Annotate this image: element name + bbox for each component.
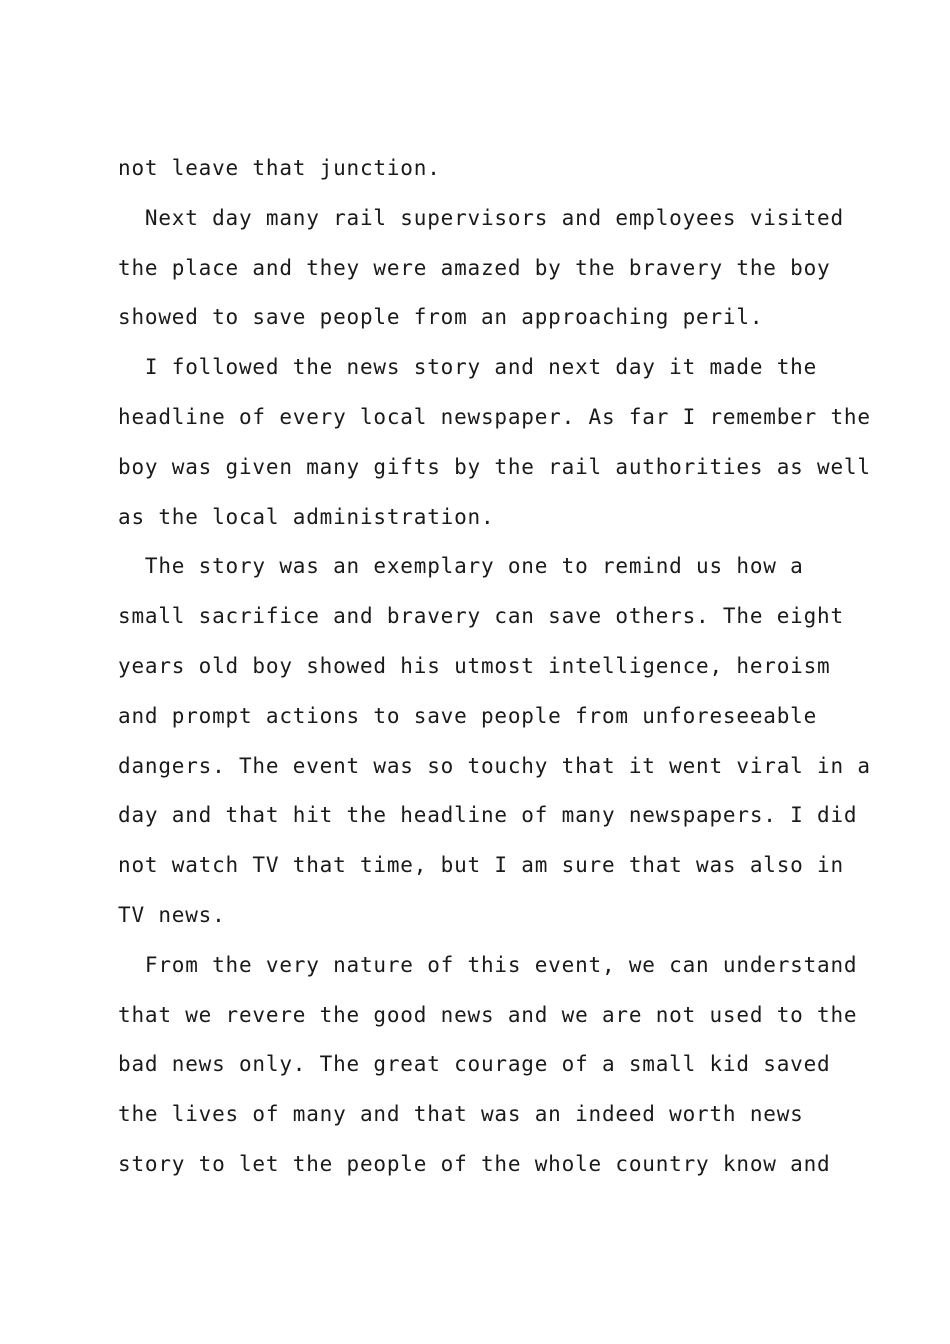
text-line: and prompt actions to save people from unforeseeable bbox=[118, 703, 818, 728]
text-line: the place and they were amazed by the bravery the boy bbox=[118, 255, 831, 280]
text-line: the lives of many and that was an indeed worth news bbox=[118, 1102, 804, 1127]
text-line: day and that hit the headline of many newspapers. I did bbox=[118, 803, 858, 828]
text-line: bad news only. The great courage of a small kid saved bbox=[118, 1052, 831, 1077]
text-line: From the very nature of this event, we can understand bbox=[118, 952, 858, 977]
text-line: story to let the people of the whole country know and bbox=[118, 1151, 831, 1176]
text-line: years old boy showed his utmost intelligence, heroism bbox=[118, 653, 831, 678]
text-line: small sacrifice and bravery can save others. The eight bbox=[118, 604, 844, 629]
text-line: dangers. The event was so touchy that it went viral in a bbox=[118, 753, 871, 778]
text-line: TV news. bbox=[118, 902, 226, 927]
text-line: Next day many rail supervisors and employees visited bbox=[118, 205, 844, 230]
text-line: as the local administration. bbox=[118, 504, 495, 529]
text-line: not leave that junction. bbox=[118, 156, 441, 180]
text-line: boy was given many gifts by the rail authorities as well bbox=[118, 454, 871, 479]
text-line: not watch TV that time, but I am sure that was also in bbox=[118, 853, 844, 878]
text-line: I followed the news story and next day it made the bbox=[118, 355, 818, 380]
text-line: The story was an exemplary one to remind us how a bbox=[118, 554, 804, 579]
text-line: that we revere the good news and we are not used to the bbox=[118, 1002, 858, 1027]
document-body bbox=[118, 144, 871, 1190]
text-line: showed to save people from an approaching peril. bbox=[118, 305, 764, 330]
text-line: headline of every local newspaper. As far I remember the bbox=[118, 404, 871, 429]
